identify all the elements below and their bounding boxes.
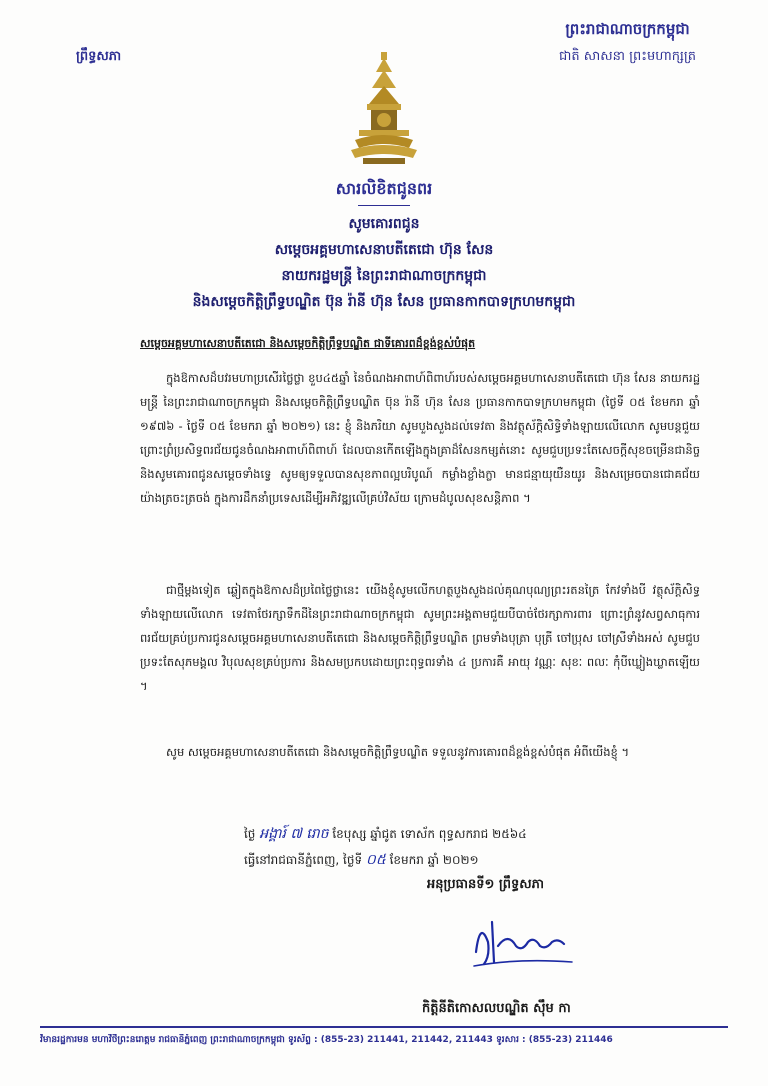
letter-subject: សម្តេចអគ្គមហាសេនាបតីតេជោ និងសម្តេចកិត្តិព្រឹទ្ធបណ្ឌិត ជាទីគោរពដ៏ខ្ពង់ខ្ពស់បំផុត [140,337,476,350]
letter-title: សារលិខិតជូនពរ [335,179,433,198]
body-paragraph-2: ជាថ្មីម្តងទៀត ឆ្លៀតក្នុងឱកាសដ៏ប្រពៃថ្លៃថ្លានេះ យើងខ្ញុំសូមលើកហត្ថបួងសួងដល់គុណបុណ្យព្រះរតនត្រៃ កែវទាំងបី វត្ថុស័ក្តិសិទ្ធទាំងឡាយលើលោក ទេវតាថែរក្សាទឹកដីនៃព្រះរាជាណាចក្រកម្ពុជា សូមព្រះអង្គតាមជួយបីបាច់ថែរក្សាការពារ ព្រោះព្រំនូវសព្វសាធុការពរជ័យគ្រប់ប្រការជូនសម្តេចអគ្គមហាសេនាបតីតេជោ និងសម្តេចកិត្តិព្រឹទ្ធបណ្ឌិត ព្រមទាំងបុត្រា បុត្រី ចៅប្រុស ចៅស្រីទាំងអស់ សូមជួបប្រទះតែសុភមង្គល វិបុលសុខគ្រប់ប្រការ និងសមប្រកបដោយព្រះពុទ្ធពរទាំង ៤ ប្រការគឺ អាយុ វណ្ណៈ សុខៈ ពលៈ កុំបីឃ្លៀងឃ្លាតឡើយ ។ [140,583,700,693]
solar-date-prefix: ធ្វើនៅរាជធានីភ្នំពេញ, ថ្ងៃទី [244,853,363,867]
kingdom-name: ព្រះរាជាណាចក្រកម្ពុជា [565,20,690,38]
signer-title: អនុប្រធានទី១ ព្រឹទ្ធសភា [427,877,545,892]
signer-name: កិត្តិនីតិកោសលបណ្ឌិត ស៊ឹម កា [422,1001,571,1016]
address-recipient-1-title: នាយករដ្ឋមន្ត្រី នៃព្រះរាជាណាចក្រកម្ពុជា [281,268,487,284]
footer-address: វិមានរដ្ឋការមន មហាវិថីព្រះនរោត្តម រាជធានីភ្នំពេញ ព្រះរាជាណាចក្រកម្ពុជា ទូរស័ព្ទ : (855-23) 211441, 211442, 211443 ទូរសារ : (855-23) 211446 [40,1035,613,1045]
kingdom-header [559,20,696,67]
lunar-date-handwritten: អង្គារ៍ ៧ រោច [259,826,329,842]
body-paragraph-1: ក្នុងឱកាសដ៏បវរមហាប្រសើរថ្លៃថ្លា ខួប៤៥ឆ្នាំ នៃចំណងអាពាហ៍ពិពាហ៍របស់សម្តេចអគ្គមហាសេនាបតីតេជោ ហ៊ុន សែន នាយករដ្ឋមន្ត្រី នៃព្រះរាជាណាចក្រកម្ពុជា និងសម្តេចកិត្តិព្រឹទ្ធបណ្ឌិត ប៊ុន រ៉ានី ហ៊ុន សែន ប្រធានកាកបាទក្រហមកម្ពុជា (ថ្ងៃទី ០៥ ខែមករា ឆ្នាំ ១៩៧៦ - ថ្ងៃទី ០៥ ខែមករា ឆ្នាំ ២០២១) នេះ ខ្ញុំ និងភរិយា សូមបួងសួងដល់ទេវតា និងវត្ថុស័ក្តិសិទ្ធិទាំងឡាយលើលោក សូមបន្តជួយព្រោះព្រំប្រសិទ្ធពរជ័យជូនចំណងអាពាហ៍ពិពាហ៍ ដែលបានកើតឡើងក្នុងគ្រាដ៏សែនកម្សត់នោះ សូមជួបប្រទះតែសេចក្តីសុខចម្រើនជានិច្ច និងសូមគោរពជូនសម្តេចទាំងទ្វេ សូមឲ្យទទួលបានសុខភាពល្អបរិបូណ៍ កម្លាំងខ្លាំងក្លា មានជន្មាយុយឺនយូរ និងសម្រេចបានជោគជ័យយ៉ាងត្រចះត្រចង់ ក្នុងការដឹកនាំប្រទេសដើម្បីអភិវឌ្ឍលើគ្រប់វិស័យ ក្រោមដំបូលសុខសន្តិភាព ។ [140,371,700,505]
lunar-date-prefix: ថ្ងៃ [244,827,256,841]
body-paragraph-3: សូម សម្តេចអគ្គមហាសេនាបតីតេជោ និងសម្តេចកិត្តិព្រឹទ្ធបណ្ឌិត ទទួលនូវការគោរពដ៏ខ្ពង់ខ្ពស់បំផុត អំពីយើងខ្ញុំ ។ [166,745,630,759]
footer-divider [40,1026,728,1028]
address-recipient-1: សម្តេចអគ្គមហាសេនាបតីតេជោ ហ៊ុន សែន [274,242,494,258]
national-motto: ជាតិ សាសនា ព្រះមហាក្សត្រ [559,49,696,64]
handwritten-signature-icon [468,912,578,972]
lunar-date [244,824,527,845]
address-recipient-2: និងសម្តេចកិត្តិព្រឹទ្ធបណ្ឌិត ប៊ុន រ៉ានី ហ៊ុន សែន ប្រធានកាកបាទក្រហមកម្ពុជា [192,294,576,310]
address-salutation: សូមគោរពជូន [348,216,420,232]
solar-date-rest: ខែមករា ឆ្នាំ ២០២១ [389,853,479,867]
lunar-date-rest: ខែបុស្ស ឆ្នាំជូត ទោស័ក ពុទ្ធសករាជ ២៥៦៤ [332,827,527,841]
solar-date-handwritten: ០៥ [365,852,386,868]
title-divider [358,205,410,206]
senate-emblem-icon [345,50,423,168]
solar-date [244,850,479,871]
organization-name: ព្រឹទ្ធសភា [76,49,122,64]
